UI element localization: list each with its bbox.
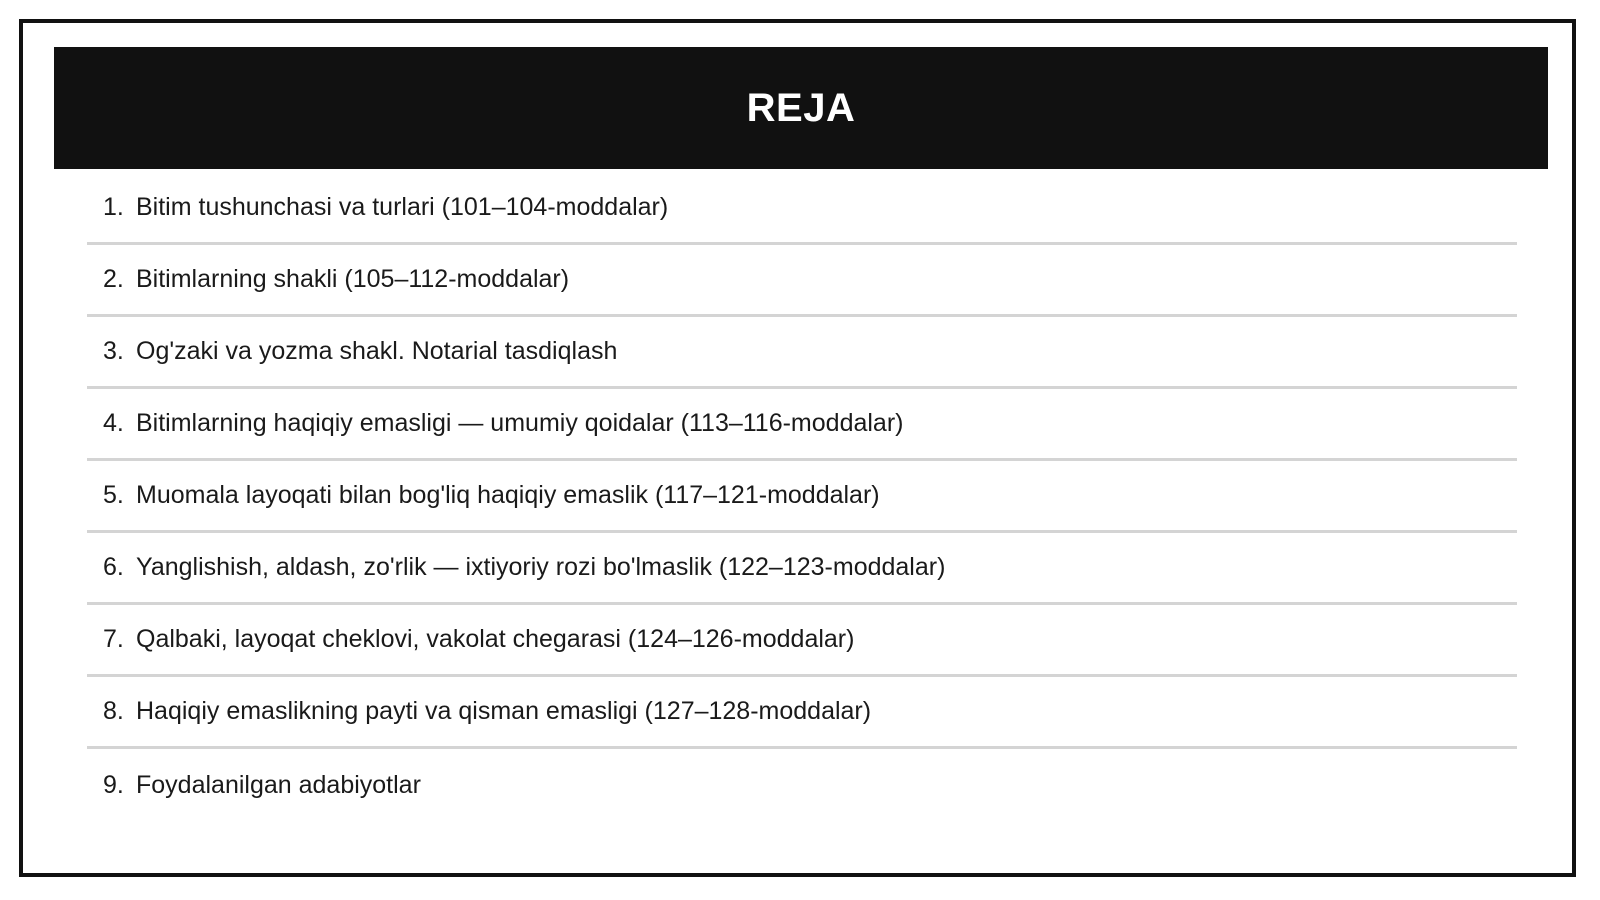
plan-item-text: Bitimlarning shakli (105–112-moddalar): [136, 265, 570, 293]
plan-item: [87, 461, 1517, 533]
slide-frame: [19, 19, 1576, 877]
slide-title: REJA: [746, 85, 856, 130]
plan-item-number: 5.: [103, 481, 124, 509]
plan-item-number: 2.: [103, 265, 124, 293]
plan-item-text: Qalbaki, layoqat cheklovi, vakolat chegarasi (124–126-moddalar): [136, 625, 855, 653]
plan-item-number: 7.: [103, 625, 124, 653]
plan-item-number: 3.: [103, 337, 124, 365]
plan-item-text: Yanglishish, aldash, zo'rlik — ixtiyoriy rozi bo'lmaslik (122–123-moddalar): [136, 553, 946, 581]
plan-item: [87, 749, 1517, 821]
plan-item-text: Bitimlarning haqiqiy emasligi — umumiy qoidalar (113–116-moddalar): [136, 409, 904, 437]
plan-list: [87, 173, 1517, 821]
plan-item-number: 9.: [103, 770, 124, 799]
plan-item-number: 4.: [103, 409, 124, 437]
plan-item-number: 8.: [103, 697, 124, 725]
plan-item: [87, 389, 1517, 461]
plan-item: [87, 533, 1517, 605]
plan-item-text: Og'zaki va yozma shakl. Notarial tasdiqlash: [136, 337, 618, 365]
plan-item: [87, 245, 1517, 317]
plan-item-text: Haqiqiy emaslikning payti va qisman emasligi (127–128-moddalar): [136, 697, 872, 725]
plan-item-text: Muomala layoqati bilan bog'liq haqiqiy emaslik (117–121-moddalar): [136, 481, 880, 509]
plan-item-number: 6.: [103, 553, 124, 581]
plan-item: [87, 173, 1517, 245]
plan-item-text: Foydalanilgan adabiyotlar: [136, 770, 421, 799]
plan-item-text: Bitim tushunchasi va turlari (101–104-moddalar): [136, 193, 669, 221]
plan-item-number: 1.: [103, 193, 124, 221]
plan-item: [87, 317, 1517, 389]
plan-item: [87, 605, 1517, 677]
title-bar: [54, 47, 1548, 169]
plan-item: [87, 677, 1517, 749]
